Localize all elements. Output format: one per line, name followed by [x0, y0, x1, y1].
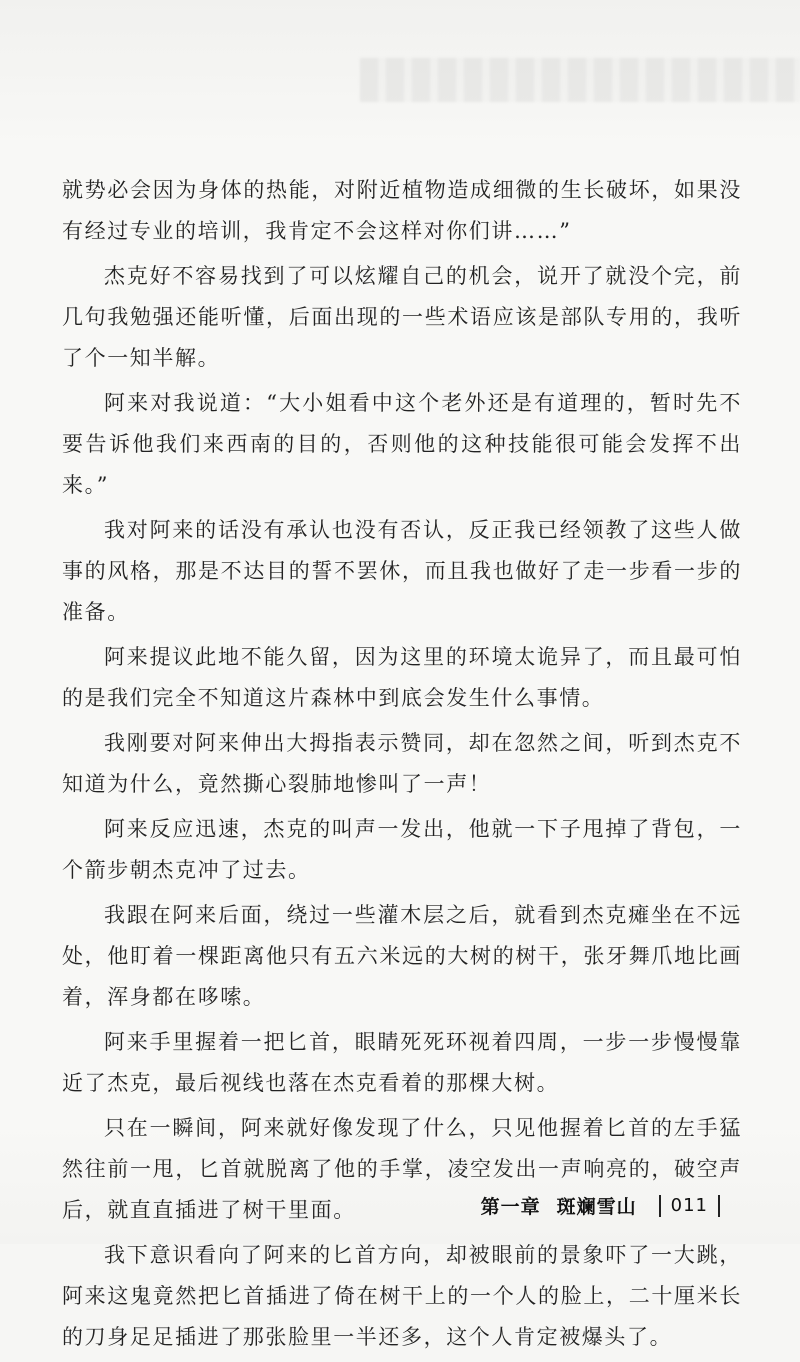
paragraph: 阿来提议此地不能久留，因为这里的环境太诡异了，而且最可怕的是我们完全不知道这片森林中到底会发生什么事情。 — [62, 645, 742, 710]
paragraph: 我刚要对阿来伸出大拇指表示赞同，却在忽然之间，听到杰克不知道为什么，竟然撕心裂肺地惨叫了一声！ — [62, 731, 742, 796]
paragraph: 阿来反应迅速，杰克的叫声一发出，他就一下子甩掉了背包，一个箭步朝杰克冲了过去。 — [62, 817, 742, 882]
footer-divider-left — [659, 1195, 661, 1217]
chapter-title: 斑斓雪山 — [556, 1196, 637, 1218]
paragraph: 只在一瞬间，阿来就好像发现了什么，只见他握着匕首的左手猛然往前一甩，匕首就脱离了他的手掌，凌空发出一声响亮的，破空声后，就直直插进了树干里面。 — [62, 1116, 742, 1222]
chapter-label: 第一章 — [480, 1196, 541, 1218]
paragraph: 杰克好不容易找到了可以炫耀自己的机会，说开了就没个完，前几句我勉强还能听懂，后面出现的一些术语应该是部队专用的，我听了个一知半解。 — [62, 264, 742, 370]
show-through-header — [360, 58, 800, 102]
page-body — [62, 170, 742, 1362]
footer-divider-right — [718, 1195, 720, 1217]
paragraph: 阿来手里握着一把匕首，眼睛死死环视着四周，一步一步慢慢靠近了杰克，最后视线也落在杰克看着的那棵大树。 — [62, 1030, 742, 1095]
page-number: 011 — [670, 1195, 708, 1216]
paragraph: 阿来对我说道：“大小姐看中这个老外还是有道理的，暂时先不要告诉他我们来西南的目的，否则他的这种技能很可能会发挥不出来。” — [62, 391, 742, 497]
page-footer — [481, 1192, 730, 1219]
paragraph: 就势必会因为身体的热能，对附近植物造成细微的生长破坏，如果没有经过专业的培训，我肯定不会这样对你们讲……” — [62, 178, 742, 243]
paragraph: 我下意识看向了阿来的匕首方向，却被眼前的景象吓了一大跳，阿来这鬼竟然把匕首插进了倚在树干上的一个人的脸上，二十厘米长的刀身足足插进了那张脸里一半还多，这个人肯定被爆头了。 — [62, 1243, 742, 1349]
paragraph: 我对阿来的话没有承认也没有否认，反正我已经领教了这些人做事的风格，那是不达目的誓不罢休，而且我也做好了走一步看一步的准备。 — [62, 518, 742, 624]
paragraph: 我跟在阿来后面，绕过一些灌木层之后，就看到杰克瘫坐在不远处，他盯着一棵距离他只有五六米远的大树的树干，张牙舞爪地比画着，浑身都在哆嗦。 — [62, 903, 742, 1009]
